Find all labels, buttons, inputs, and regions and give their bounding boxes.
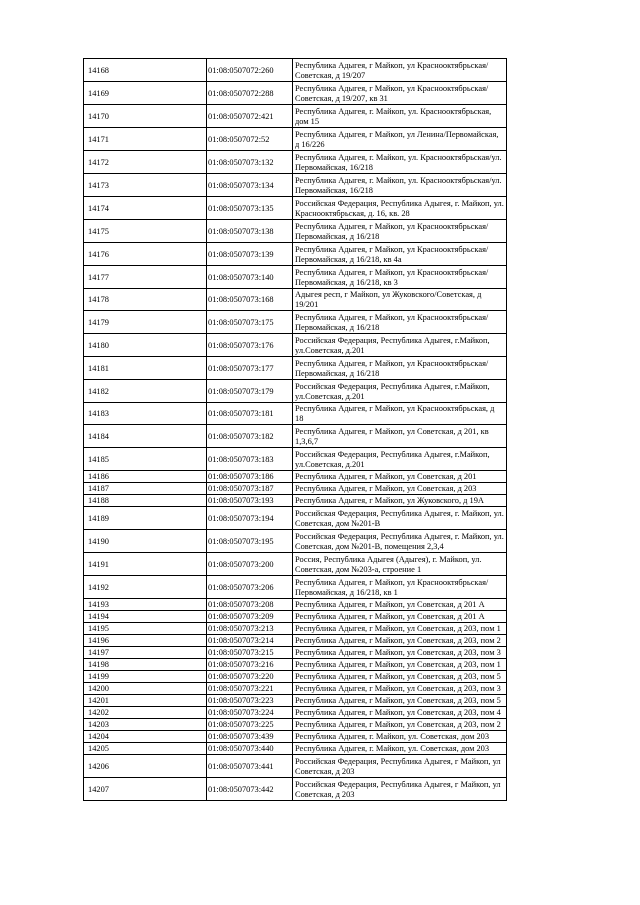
address-cell: Россия, Республика Адыгея (Адыгея), г. Майкоп, ул. Советская, дом №203-а, строение 1 (293, 553, 507, 576)
row-number-cell: 14203 (84, 719, 207, 731)
row-number-cell: 14168 (84, 59, 207, 82)
address-cell: Российская Федерация, Республика Адыгея, г. Майкоп, ул. Советская, дом №201-В, помещения 2,3,4 (293, 530, 507, 553)
cadastral-number-cell: 01:08:0507073:132 (207, 151, 293, 174)
table-row (84, 623, 507, 635)
table-row (84, 357, 507, 380)
table-row (84, 778, 507, 801)
row-number-cell: 14181 (84, 357, 207, 380)
address-cell: Российская Федерация, Республика Адыгея, г Майкоп, ул Советская, д 203 (293, 778, 507, 801)
address-cell: Республика Адыгея, г Майкоп, ул Советская, д 203, пом 2 (293, 635, 507, 647)
cadastral-number-cell: 01:08:0507073:200 (207, 553, 293, 576)
table-row (84, 266, 507, 289)
row-number-cell: 14173 (84, 174, 207, 197)
table-row (84, 507, 507, 530)
table-row (84, 553, 507, 576)
table-row (84, 707, 507, 719)
table-row (84, 311, 507, 334)
row-number-cell: 14174 (84, 197, 207, 220)
row-number-cell: 14192 (84, 576, 207, 599)
table-row (84, 530, 507, 553)
table-row (84, 671, 507, 683)
cadastral-number-cell: 01:08:0507073:181 (207, 403, 293, 425)
address-cell: Республика Адыгея, г Майкоп, ул Краснооктябрьская/Первомайская, д 16/218, кв 3 (293, 266, 507, 289)
address-cell: Российская Федерация, Республика Адыгея, г. Майкоп, ул. Краснооктябрьская, д. 16, кв. 28 (293, 197, 507, 220)
address-cell: Республика Адыгея, г Майкоп, ул Советская, д 203, пом 1 (293, 623, 507, 635)
row-number-cell: 14196 (84, 635, 207, 647)
cadastral-number-cell: 01:08:0507073:215 (207, 647, 293, 659)
table-row (84, 483, 507, 495)
cadastral-number-cell: 01:08:0507073:193 (207, 495, 293, 507)
address-cell: Республика Адыгея, г Майкоп, ул Краснооктябрьская/Первомайская, д 16/218 (293, 311, 507, 334)
address-cell: Республика Адыгея, г Майкоп, ул Краснооктябрьская/Советская, д 19/207 (293, 59, 507, 82)
cadastral-number-cell: 01:08:0507073:135 (207, 197, 293, 220)
table-row (84, 334, 507, 357)
address-cell: Республика Адыгея, г Майкоп, ул Советская, д 201 А (293, 611, 507, 623)
row-number-cell: 14187 (84, 483, 207, 495)
address-cell: Российская Федерация, Республика Адыгея, г.Майкоп, ул.Советская, д.201 (293, 334, 507, 357)
address-cell: Адыгея респ, г Майкоп, ул Жуковского/Советская, д 19/201 (293, 289, 507, 311)
cadastral-number-cell: 01:08:0507073:187 (207, 483, 293, 495)
table-row (84, 174, 507, 197)
address-cell: Республика Адыгея, г Майкоп, ул Советская, д 203, пом 3 (293, 647, 507, 659)
table-row (84, 647, 507, 659)
cadastral-number-cell: 01:08:0507073:168 (207, 289, 293, 311)
cadastral-number-cell: 01:08:0507073:175 (207, 311, 293, 334)
cadastral-number-cell: 01:08:0507073:208 (207, 599, 293, 611)
row-number-cell: 14178 (84, 289, 207, 311)
table-row (84, 635, 507, 647)
address-cell: Республика Адыгея, г. Майкоп, ул. Краснооктябрьская/ул. Первомайская, 16/218 (293, 174, 507, 197)
row-number-cell: 14177 (84, 266, 207, 289)
row-number-cell: 14201 (84, 695, 207, 707)
cadastral-number-cell: 01:08:0507073:213 (207, 623, 293, 635)
cadastral-number-cell: 01:08:0507073:442 (207, 778, 293, 801)
row-number-cell: 14199 (84, 671, 207, 683)
cadastral-number-cell: 01:08:0507073:134 (207, 174, 293, 197)
row-number-cell: 14202 (84, 707, 207, 719)
cadastral-number-cell: 01:08:0507073:177 (207, 357, 293, 380)
row-number-cell: 14205 (84, 743, 207, 755)
address-cell: Республика Адыгея, г Майкоп, ул Советская, д 201 А (293, 599, 507, 611)
cadastral-number-cell: 01:08:0507073:176 (207, 334, 293, 357)
cadastral-number-cell: 01:08:0507072:421 (207, 105, 293, 128)
property-table-body (84, 59, 507, 801)
row-number-cell: 14193 (84, 599, 207, 611)
address-cell: Республика Адыгея, г Майкоп, ул Советская, д 203, пом 5 (293, 695, 507, 707)
address-cell: Республика Адыгея, г. Майкоп, ул. Советская, дом 203 (293, 731, 507, 743)
address-cell: Российская Федерация, Республика Адыгея, г.Майкоп, ул.Советская, д.201 (293, 380, 507, 403)
row-number-cell: 14204 (84, 731, 207, 743)
address-cell: Республика Адыгея, г. Майкоп, ул. Краснооктябрьская/ул. Первомайская, 16/218 (293, 151, 507, 174)
address-cell: Республика Адыгея, г Майкоп, ул Краснооктябрьская/Первомайская, д 16/218, кв 1 (293, 576, 507, 599)
row-number-cell: 14194 (84, 611, 207, 623)
table-row (84, 755, 507, 778)
address-cell: Республика Адыгея, г Майкоп, ул Краснооктябрьская, д 18 (293, 403, 507, 425)
cadastral-number-cell: 01:08:0507073:194 (207, 507, 293, 530)
cadastral-number-cell: 01:08:0507072:288 (207, 82, 293, 105)
table-row (84, 471, 507, 483)
cadastral-number-cell: 01:08:0507073:140 (207, 266, 293, 289)
row-number-cell: 14171 (84, 128, 207, 151)
cadastral-number-cell: 01:08:0507073:209 (207, 611, 293, 623)
table-row (84, 599, 507, 611)
address-cell: Республика Адыгея, г Майкоп, ул Краснооктябрьская/Первомайская, д 16/218 (293, 357, 507, 380)
row-number-cell: 14184 (84, 425, 207, 448)
address-cell: Республика Адыгея, г Майкоп, ул Советская, д 203, пом 2 (293, 719, 507, 731)
table-row (84, 105, 507, 128)
cadastral-number-cell: 01:08:0507073:224 (207, 707, 293, 719)
cadastral-number-cell: 01:08:0507073:138 (207, 220, 293, 243)
table-row (84, 220, 507, 243)
cadastral-number-cell: 01:08:0507073:220 (207, 671, 293, 683)
address-cell: Республика Адыгея, г Майкоп, ул Советская, д 201, кв 1,3,6,7 (293, 425, 507, 448)
address-cell: Российская Федерация, Республика Адыгея, г. Майкоп, ул. Советская, дом №201-В (293, 507, 507, 530)
table-row (84, 695, 507, 707)
address-cell: Республика Адыгея, г Майкоп, ул Советская, д 203, пом 5 (293, 671, 507, 683)
row-number-cell: 14207 (84, 778, 207, 801)
table-row (84, 151, 507, 174)
cadastral-number-cell: 01:08:0507073:216 (207, 659, 293, 671)
cadastral-number-cell: 01:08:0507073:441 (207, 755, 293, 778)
table-row (84, 380, 507, 403)
table-row (84, 495, 507, 507)
address-cell: Российская Федерация, Республика Адыгея, г Майкоп, ул Советская, д 203 (293, 755, 507, 778)
cadastral-number-cell: 01:08:0507073:139 (207, 243, 293, 266)
row-number-cell: 14180 (84, 334, 207, 357)
row-number-cell: 14182 (84, 380, 207, 403)
cadastral-number-cell: 01:08:0507073:440 (207, 743, 293, 755)
property-table (83, 58, 507, 801)
row-number-cell: 14188 (84, 495, 207, 507)
cadastral-number-cell: 01:08:0507073:221 (207, 683, 293, 695)
table-row (84, 59, 507, 82)
table-row (84, 289, 507, 311)
address-cell: Российская Федерация, Республика Адыгея, г.Майкоп, ул.Советская, д.201 (293, 448, 507, 471)
table-row (84, 659, 507, 671)
cadastral-number-cell: 01:08:0507073:195 (207, 530, 293, 553)
address-cell: Республика Адыгея, г. Майкоп, ул. Краснооктябрьская, дом 15 (293, 105, 507, 128)
cadastral-number-cell: 01:08:0507073:206 (207, 576, 293, 599)
cadastral-number-cell: 01:08:0507073:183 (207, 448, 293, 471)
address-cell: Республика Адыгея, г Майкоп, ул Краснооктябрьская/Первомайская, д 16/218 (293, 220, 507, 243)
address-cell: Республика Адыгея, г Майкоп, ул Советская, д 203 (293, 483, 507, 495)
table-row (84, 128, 507, 151)
address-cell: Республика Адыгея, г Майкоп, ул Советская, д 203, пом 3 (293, 683, 507, 695)
cadastral-number-cell: 01:08:0507072:52 (207, 128, 293, 151)
cadastral-number-cell: 01:08:0507073:223 (207, 695, 293, 707)
cadastral-number-cell: 01:08:0507072:260 (207, 59, 293, 82)
table-row (84, 683, 507, 695)
cadastral-number-cell: 01:08:0507073:214 (207, 635, 293, 647)
row-number-cell: 14195 (84, 623, 207, 635)
table-row (84, 82, 507, 105)
address-cell: Республика Адыгея, г Майкоп, ул Советская, д 203, пом 4 (293, 707, 507, 719)
row-number-cell: 14175 (84, 220, 207, 243)
row-number-cell: 14170 (84, 105, 207, 128)
table-row (84, 197, 507, 220)
address-cell: Республика Адыгея, г. Майкоп, ул. Советская, дом 203 (293, 743, 507, 755)
table-row (84, 611, 507, 623)
cadastral-number-cell: 01:08:0507073:439 (207, 731, 293, 743)
row-number-cell: 14197 (84, 647, 207, 659)
cadastral-number-cell: 01:08:0507073:225 (207, 719, 293, 731)
row-number-cell: 14186 (84, 471, 207, 483)
cadastral-number-cell: 01:08:0507073:182 (207, 425, 293, 448)
row-number-cell: 14191 (84, 553, 207, 576)
address-cell: Республика Адыгея, г Майкоп, ул Краснооктябрьская/Советская, д 19/207, кв 31 (293, 82, 507, 105)
row-number-cell: 14200 (84, 683, 207, 695)
cadastral-number-cell: 01:08:0507073:186 (207, 471, 293, 483)
row-number-cell: 14169 (84, 82, 207, 105)
row-number-cell: 14206 (84, 755, 207, 778)
address-cell: Республика Адыгея, г Майкоп, ул Ленина/Первомайская, д 16/226 (293, 128, 507, 151)
table-row (84, 731, 507, 743)
row-number-cell: 14190 (84, 530, 207, 553)
table-row (84, 719, 507, 731)
address-cell: Республика Адыгея, г Майкоп, ул Жуковского, д 19А (293, 495, 507, 507)
row-number-cell: 14189 (84, 507, 207, 530)
table-row (84, 425, 507, 448)
address-cell: Республика Адыгея, г Майкоп, ул Советская, д 201 (293, 471, 507, 483)
cadastral-number-cell: 01:08:0507073:179 (207, 380, 293, 403)
row-number-cell: 14176 (84, 243, 207, 266)
table-row (84, 448, 507, 471)
table-row (84, 403, 507, 425)
row-number-cell: 14198 (84, 659, 207, 671)
row-number-cell: 14185 (84, 448, 207, 471)
table-row (84, 743, 507, 755)
row-number-cell: 14183 (84, 403, 207, 425)
table-row (84, 243, 507, 266)
address-cell: Республика Адыгея, г Майкоп, ул Краснооктябрьская/Первомайская, д 16/218, кв 4а (293, 243, 507, 266)
table-row (84, 576, 507, 599)
row-number-cell: 14179 (84, 311, 207, 334)
row-number-cell: 14172 (84, 151, 207, 174)
address-cell: Республика Адыгея, г Майкоп, ул Советская, д 203, пом 1 (293, 659, 507, 671)
